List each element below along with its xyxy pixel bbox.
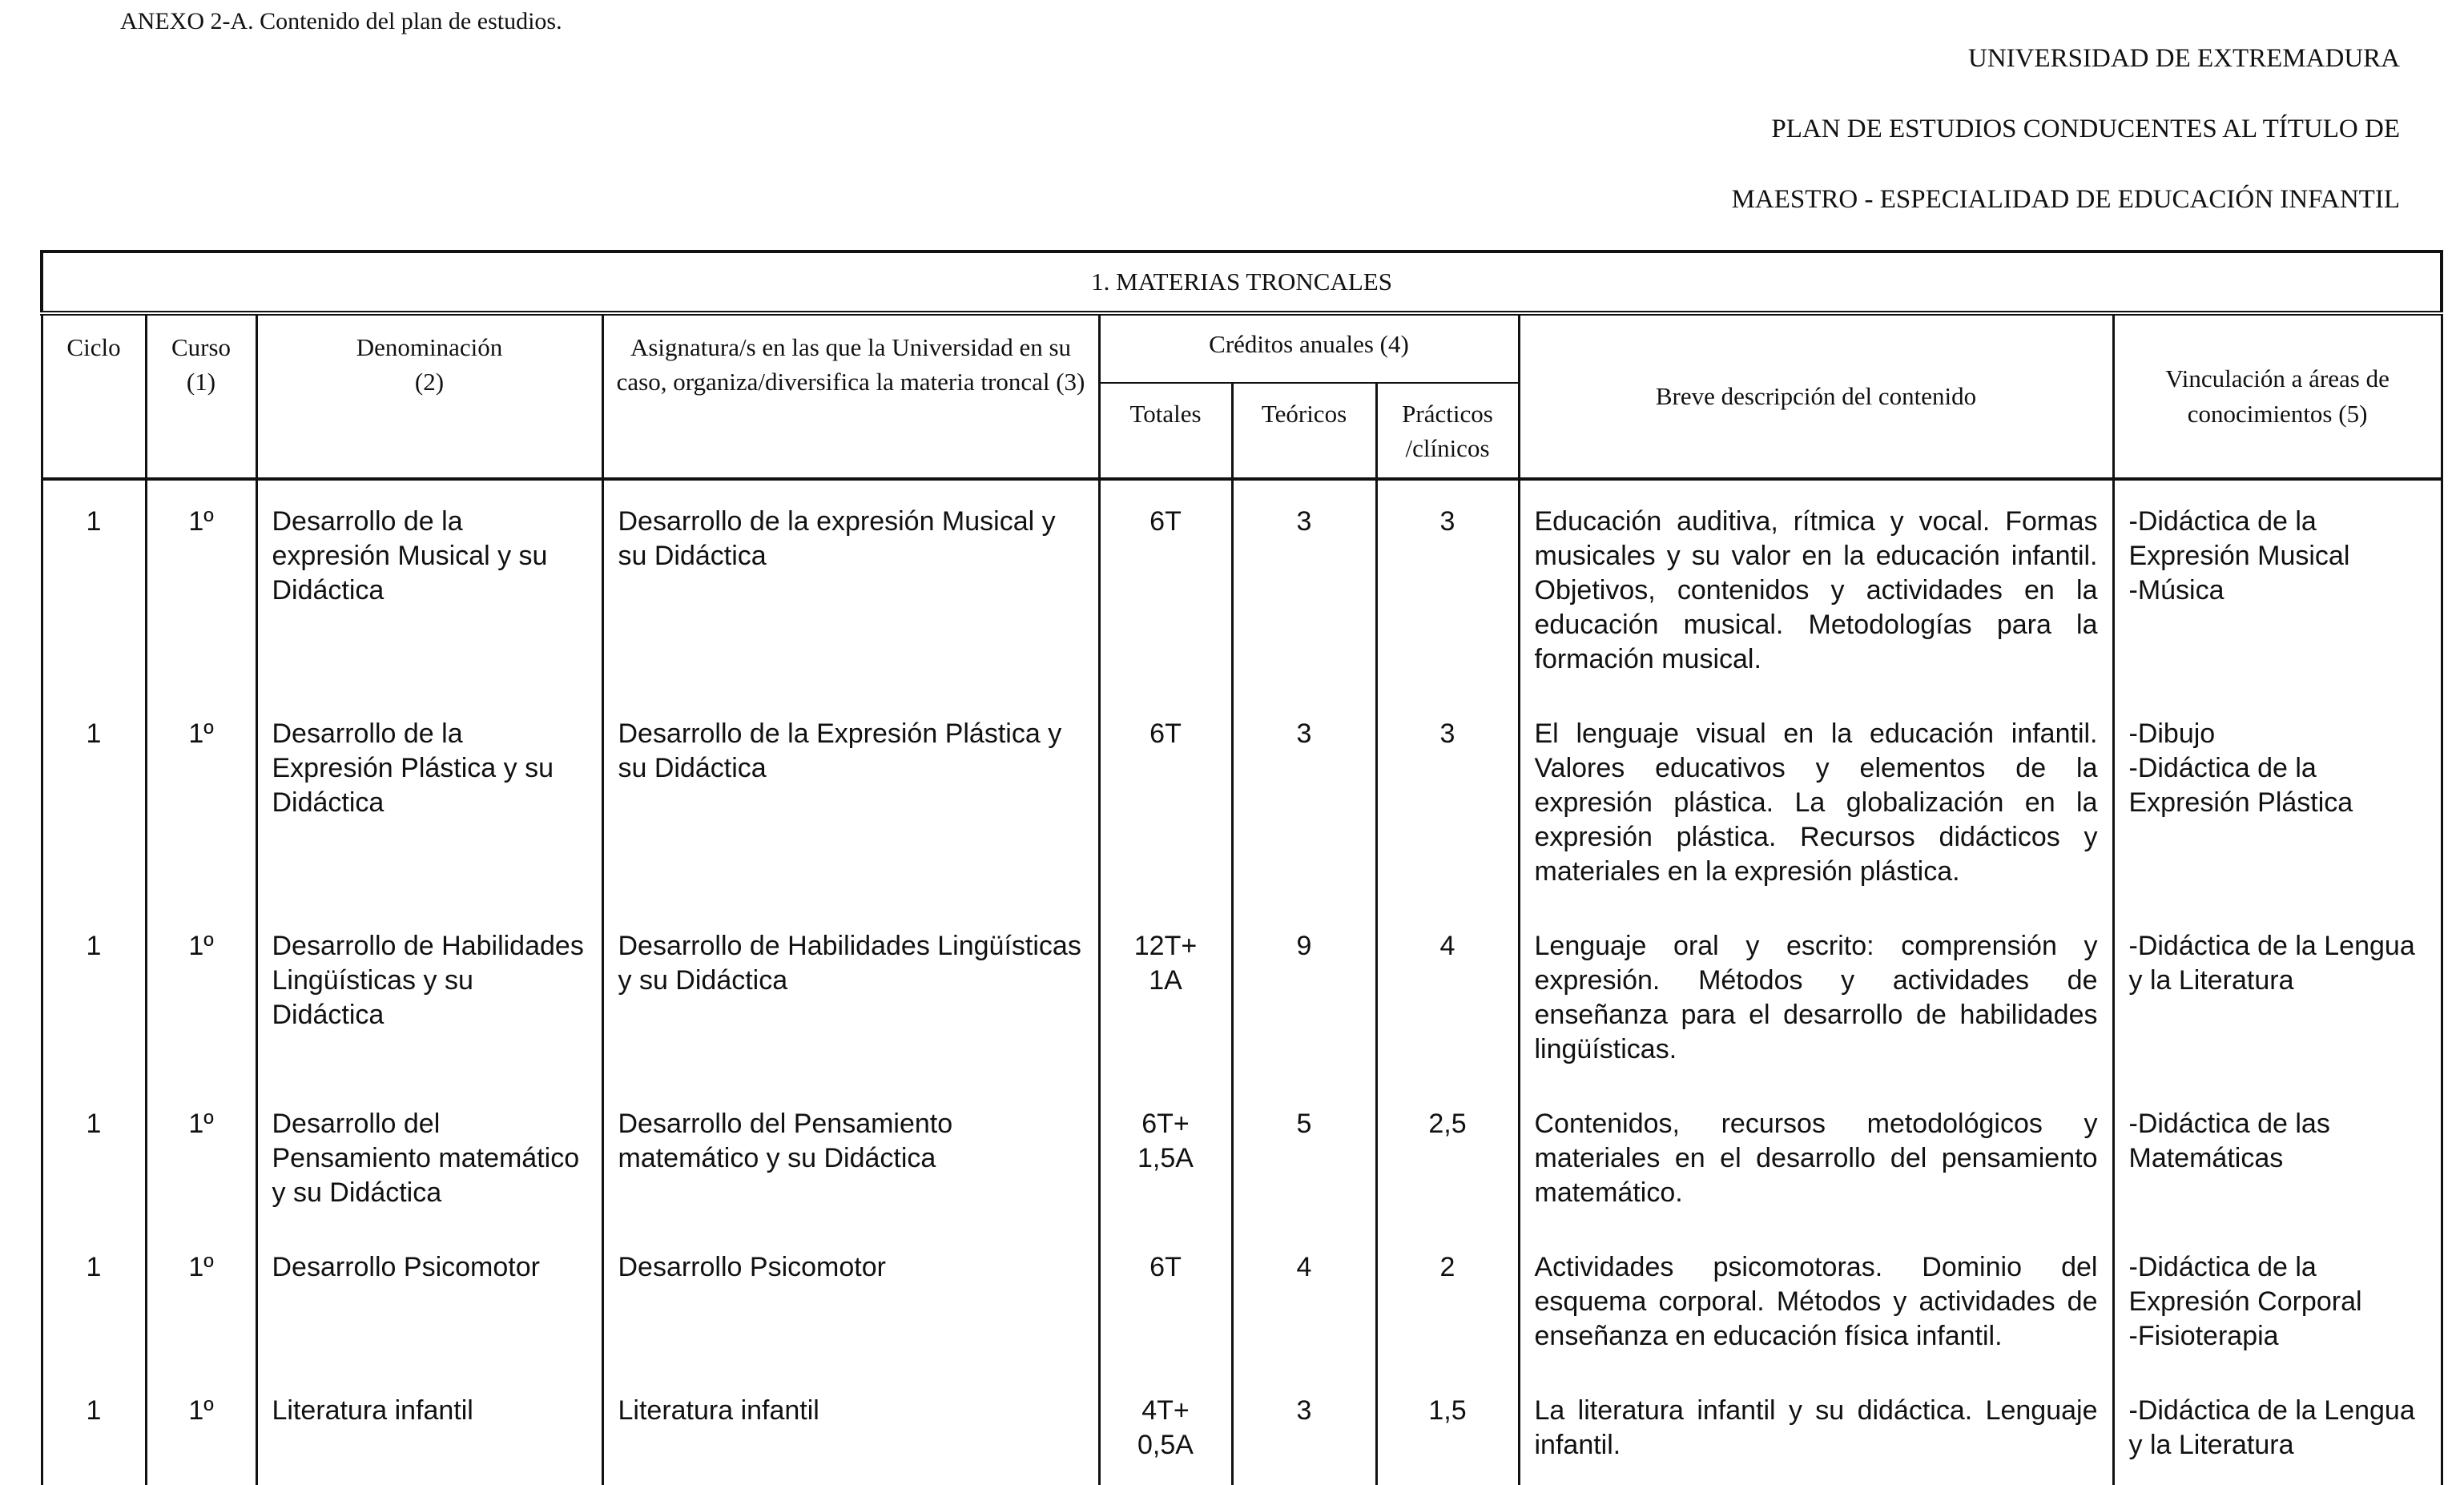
cell-teoricos: 5 [1232, 1089, 1376, 1233]
cell-descripcion: Lenguaje oral y escrito: comprensión y expresión. Métodos y actividades de enseñanza para el desarrollo de habilidades lingüísticas. [1519, 912, 2113, 1089]
col-header-totales: Totales [1099, 383, 1232, 479]
cell-descripcion: El lenguaje visual en la educación infantil. Valores educativos y elementos de la expresión plástica. La globalización en la expresión plástica. Recursos didácticos y materiales en la expresión plástica. [1519, 699, 2113, 912]
cell-denominacion: Desarrollo del Pensamiento matemático y su Didáctica [256, 1089, 602, 1233]
annex-title: ANEXO 2-A. Contenido del plan de estudios. [120, 8, 562, 34]
cell-ciclo: 1 [42, 1089, 146, 1233]
col-header-vinculacion: Vinculación a áreas de conocimientos (5) [2113, 313, 2442, 479]
cell-denominacion: Literatura infantil [256, 1376, 602, 1485]
cell-descripcion: Actividades psicomotoras. Dominio del esquema corporal. Métodos y actividades de enseñanza en educación física infantil. [1519, 1233, 2113, 1376]
vinculacion-area: -Didáctica de la Expresión Plástica [2128, 753, 2353, 818]
cell-vinculacion [2113, 912, 2442, 1089]
cell-teoricos: 9 [1232, 912, 1376, 1089]
cell-ciclo: 1 [42, 912, 146, 1089]
table-header [42, 252, 2442, 479]
cell-asignatura: Literatura infantil [602, 1376, 1099, 1485]
col-header-creditos: Créditos anuales (4) [1099, 313, 1519, 383]
col-header-curso-label: Curso [171, 333, 232, 361]
col-header-ciclo: Ciclo [42, 313, 146, 479]
cell-practicos: 3 [1376, 479, 1519, 699]
cell-asignatura: Desarrollo de la Expresión Plástica y su Didáctica [602, 699, 1099, 912]
cell-denominacion: Desarrollo de la Expresión Plástica y su Didáctica [256, 699, 602, 912]
cell-asignatura: Desarrollo Psicomotor [602, 1233, 1099, 1376]
university-name: UNIVERSIDAD DE EXTREMADURA [1968, 44, 2400, 73]
cell-ciclo: 1 [42, 1376, 146, 1485]
cell-descripcion: Contenidos, recursos metodológicos y materiales en el desarrollo del pensamiento matemático. [1519, 1089, 2113, 1233]
plan-title-line-2: MAESTRO - ESPECIALIDAD DE EDUCACIÓN INFANTIL [1731, 185, 2400, 214]
col-header-denominacion-note: (2) [414, 368, 445, 396]
cell-practicos: 2,5 [1376, 1089, 1519, 1233]
cell-descripcion: Educación auditiva, rítmica y vocal. Formas musicales y su valor en la educación infantil. Objetivos, contenidos y actividades en la educación musical. Metodologías para la formación musical. [1519, 479, 2113, 699]
col-header-asignatura: Asignatura/s en las que la Universidad en su caso, organiza/diversifica la materia troncal (3) [602, 313, 1099, 479]
cell-totales: 6T [1099, 1233, 1232, 1376]
cell-asignatura: Desarrollo de la expresión Musical y su Didáctica [602, 479, 1099, 699]
cell-teoricos: 3 [1232, 699, 1376, 912]
cell-vinculacion [2113, 1233, 2442, 1376]
cell-curso: 1º [146, 479, 256, 699]
table-row [42, 1376, 2442, 1485]
cell-totales: 12T+ 1A [1099, 912, 1232, 1089]
cell-practicos: 1,5 [1376, 1376, 1519, 1485]
cell-practicos: 4 [1376, 912, 1519, 1089]
section-title: 1. MATERIAS TRONCALES [42, 252, 2442, 313]
cell-practicos: 3 [1376, 699, 1519, 912]
table-body [42, 479, 2442, 1485]
cell-practicos: 2 [1376, 1233, 1519, 1376]
cell-totales: 4T+ 0,5A [1099, 1376, 1232, 1485]
cell-curso: 1º [146, 912, 256, 1089]
cell-vinculacion [2113, 699, 2442, 912]
vinculacion-area: -Didáctica de la Lengua y la Literatura [2128, 931, 2415, 996]
cell-denominacion: Desarrollo Psicomotor [256, 1233, 602, 1376]
table-row [42, 479, 2442, 699]
table-row [42, 699, 2442, 912]
cell-curso: 1º [146, 1376, 256, 1485]
vinculacion-area: -Didáctica de la Expresión Musical [2128, 506, 2350, 571]
table-row [42, 912, 2442, 1089]
curriculum-table-container [40, 250, 2440, 1460]
cell-vinculacion [2113, 479, 2442, 699]
col-header-descripcion: Breve descripción del contenido [1519, 313, 2113, 479]
cell-vinculacion [2113, 1376, 2442, 1485]
vinculacion-area: -Dibujo [2128, 718, 2216, 749]
plan-title-line-1: PLAN DE ESTUDIOS CONDUCENTES AL TÍTULO DE [1771, 115, 2400, 143]
vinculacion-area: -Música [2128, 575, 2224, 606]
curriculum-table [40, 250, 2443, 1485]
cell-curso: 1º [146, 699, 256, 912]
col-header-curso [146, 313, 256, 479]
col-header-denominacion [256, 313, 602, 479]
cell-curso: 1º [146, 1233, 256, 1376]
col-header-curso-note: (1) [186, 368, 216, 396]
cell-totales: 6T+ 1,5A [1099, 1089, 1232, 1233]
col-header-teoricos: Teóricos [1232, 383, 1376, 479]
cell-asignatura: Desarrollo de Habilidades Lingüísticas y su Didáctica [602, 912, 1099, 1089]
cell-ciclo: 1 [42, 1233, 146, 1376]
cell-asignatura: Desarrollo del Pensamiento matemático y su Didáctica [602, 1089, 1099, 1233]
vinculacion-area: -Didáctica de las Matemáticas [2128, 1109, 2330, 1173]
col-header-denominacion-label: Denominación [356, 333, 503, 361]
vinculacion-area: -Fisioterapia [2128, 1321, 2279, 1351]
table-row [42, 1233, 2442, 1376]
cell-totales: 6T [1099, 699, 1232, 912]
cell-totales: 6T [1099, 479, 1232, 699]
cell-denominacion: Desarrollo de la expresión Musical y su Didáctica [256, 479, 602, 699]
cell-denominacion: Desarrollo de Habilidades Lingüísticas y su Didáctica [256, 912, 602, 1089]
col-header-practicos: Prácticos /clínicos [1376, 383, 1519, 479]
cell-teoricos: 3 [1232, 479, 1376, 699]
cell-teoricos: 4 [1232, 1233, 1376, 1376]
vinculacion-area: -Didáctica de la Lengua y la Literatura [2128, 1395, 2415, 1460]
cell-teoricos: 3 [1232, 1376, 1376, 1485]
cell-curso: 1º [146, 1089, 256, 1233]
cell-ciclo: 1 [42, 479, 146, 699]
vinculacion-area: -Didáctica de la Expresión Corporal [2128, 1252, 2362, 1317]
table-row [42, 1089, 2442, 1233]
cell-ciclo: 1 [42, 699, 146, 912]
cell-vinculacion [2113, 1089, 2442, 1233]
cell-descripcion: La literatura infantil y su didáctica. Lenguaje infantil. [1519, 1376, 2113, 1485]
